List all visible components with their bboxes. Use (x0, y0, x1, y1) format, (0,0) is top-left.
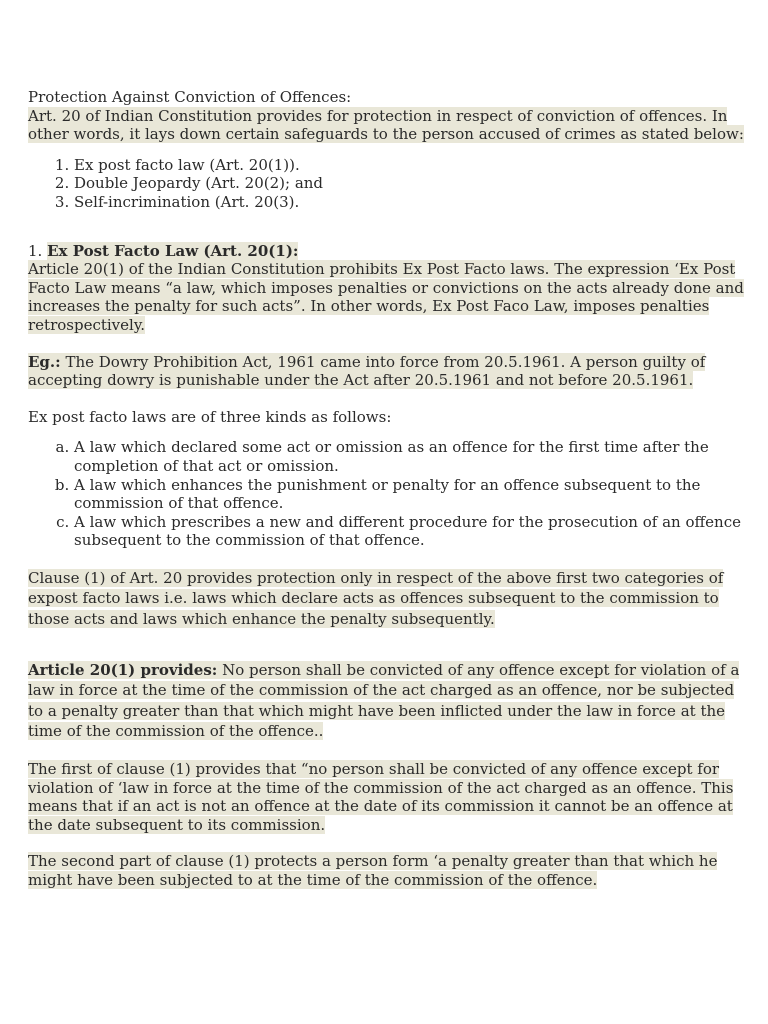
second-part-paragraph (28, 852, 746, 889)
section-1-heading (28, 242, 746, 261)
kinds-intro: Ex post facto laws are of three kinds as follows: (28, 407, 392, 426)
list-item: b. A law which enhances the punishment or penalty for an offence subsequent to the commission of that offence. (74, 476, 746, 513)
section-number: 1. (28, 241, 48, 260)
section-title: Ex Post Facto Law (Art. 20(1): (47, 241, 299, 260)
section-1-text: Article 20(1) of the Indian Constitution prohibits Ex Post Facto laws. The expression ‘Ex Post Facto Law means “a law, which imposes penalties or convictions on the acts already done and increases the penalty for such acts”. In other words, Ex Post Faco Law, imposes penalties retrospectively. (28, 260, 744, 334)
clause-1-paragraph (28, 568, 746, 630)
first-part-text: The first of clause (1) provides that “no person shall be convicted of any offence except for violation of ‘law in force at the time of the commission of the act charged as an offence. This means that if an act is not an offence at the date of its commission it cannot be an offence at the date subsequent to its commission. (28, 760, 734, 834)
list-item: 2. Double Jeopardy (Art. 20(2); and (74, 174, 746, 193)
article-20-1-label: Article 20(1) provides: (28, 660, 218, 679)
document-page (28, 88, 746, 890)
list-item: c. A law which prescribes a new and different procedure for the prosecution of an offence subsequent to the commission of that offence. (74, 513, 746, 550)
example-text: The Dowry Prohibition Act, 1961 came into force from 20.5.1961. A person guilty of accepting dowry is punishable under the Act after 20.5.1961 and not before 20.5.1961. (28, 352, 706, 390)
first-part-paragraph (28, 760, 746, 834)
intro-text: Art. 20 of Indian Constitution provides for protection in respect of conviction of offences. In other words, it lays down certain safeguards to the person accused of crimes as stated below: (28, 106, 744, 144)
list-item: a. A law which declared some act or omission as an offence for the first time after the completion of that act or omission. (74, 438, 746, 475)
clause-1-text: Clause (1) of Art. 20 provides protection only in respect of the above first two categories of expost facto laws i.e. laws which declare acts as offences subsequent to the commission to those acts and laws which enhance the penalty subsequently. (28, 568, 724, 629)
section-1-paragraph (28, 260, 746, 334)
article-20-1-paragraph (28, 660, 746, 742)
example-label: Eg.: (28, 352, 61, 371)
article-20-1-text: No person shall be convicted of any offence except for violation of a law in force at the time of the commission of the act charged as an offence, nor be subjected to a penalty greater than that which might have been inflicted under the law in force at the time of the commission of the offence.. (28, 660, 740, 741)
second-part-text: The second part of clause (1) protects a person form ‘a penalty greater than that which he might have been subjected to at the time of the commission of the offence. (28, 852, 718, 889)
kinds-list (28, 438, 746, 550)
list-item: 1. Ex post facto law (Art. 20(1)). (74, 156, 746, 175)
intro-heading: Protection Against Conviction of Offences: (28, 88, 352, 106)
list-item: 3. Self-incrimination (Art. 20(3). (74, 193, 746, 212)
intro-paragraph (28, 107, 746, 144)
example-paragraph (28, 353, 746, 390)
safeguards-list (28, 156, 746, 212)
